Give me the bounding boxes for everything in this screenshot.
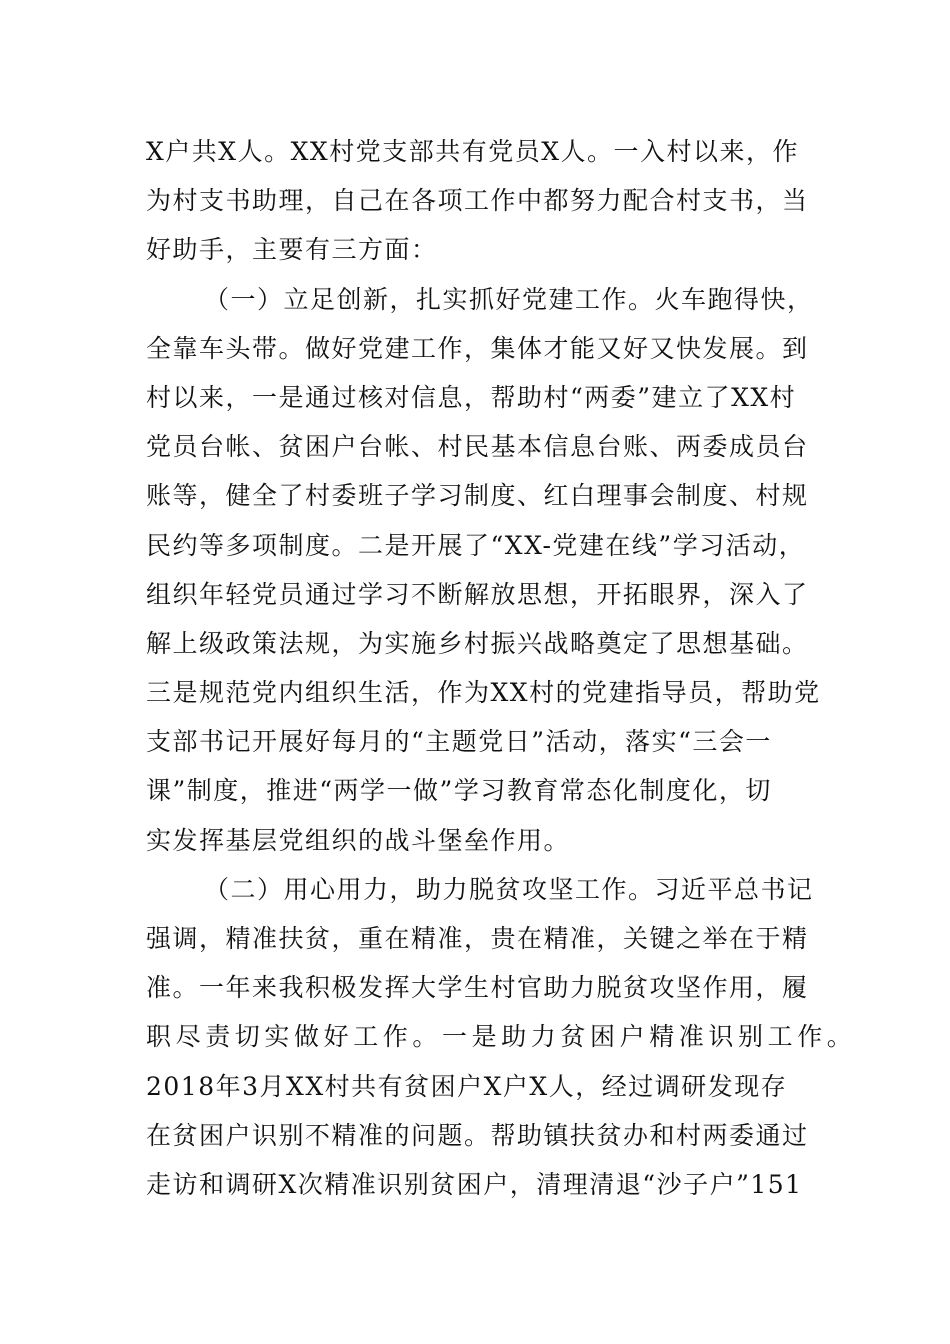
text-line: 三是规范党内组织生活，作为XX村的党建指导员，帮助党 (146, 678, 821, 708)
text-line: 党员台帐、贫困户台帐、村民基本信息台账、两委成员台 (146, 432, 809, 462)
text-line: 职尽责切实做好工作。一是助力贫困户精准识别工作。 (146, 1022, 857, 1052)
document-body (146, 127, 857, 1209)
text-line: 民约等多项制度。二是开展了“XX-党建在线”学习活动， (146, 530, 806, 560)
text-line: 好助手，主要有三方面： (146, 235, 438, 265)
text-line: 全靠车头带。做好党建工作，集体才能又好又快发展。到 (146, 333, 809, 363)
text-line: 2018年3月XX村共有贫困户X户X人，经过调研发现存 (146, 1071, 788, 1101)
text-line: 为村支书助理，自己在各项工作中都努力配合村支书，当 (146, 186, 809, 216)
text-line: 解上级政策法规，为实施乡村振兴战略奠定了思想基础。 (146, 628, 809, 658)
text-line: 实发挥基层党组织的战斗堡垒作用。 (146, 825, 571, 855)
text-line: 准。一年来我积极发挥大学生村官助力脱贫攻坚作用，履 (146, 973, 809, 1003)
section-heading-line: （一）立足创新，扎实抓好党建工作。火车跑得快， (204, 284, 814, 314)
text-line: 强调，精准扶贫，重在精准，贵在精准，关键之举在于精 (146, 924, 809, 953)
text-line: 在贫困户识别不精准的问题。帮助镇扶贫办和村两委通过 (146, 1120, 809, 1150)
text-line: 组织年轻党员通过学习不断解放思想，开拓眼界，深入了 (146, 579, 809, 609)
text-line: 课”制度，推进“两学一做”学习教育常态化制度化，切 (146, 776, 772, 806)
text-line: 支部书记开展好每月的“主题党日”活动，落实“三会一 (146, 727, 772, 757)
text-line: X户共X人。XX村党支部共有党员X人。一入村以来，作 (146, 137, 799, 166)
text-line: 走访和调研X次精准识别贫困户，清理清退“沙子户”151 (146, 1169, 803, 1199)
text-line: 账等，健全了村委班子学习制度、红白理事会制度、村规 (146, 481, 809, 511)
section-heading-line: （二）用心用力，助力脱贫攻坚工作。习近平总书记 (204, 874, 814, 904)
text-line: 村以来，一是通过核对信息，帮助村“两委”建立了XX村 (146, 382, 797, 412)
